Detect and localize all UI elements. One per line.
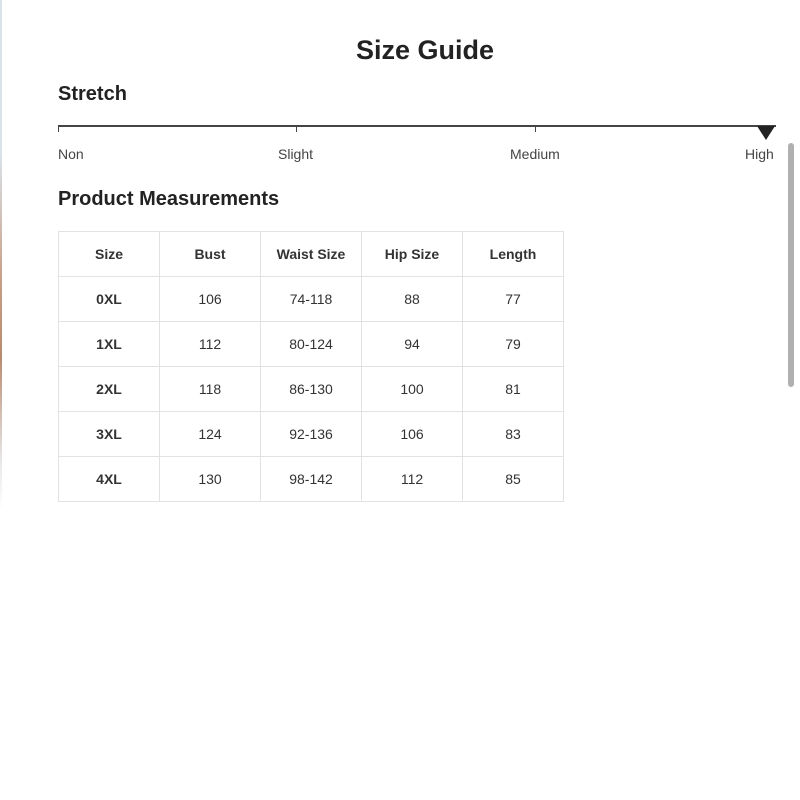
scale-label-medium: Medium (510, 146, 560, 162)
table-row (59, 412, 564, 457)
waist-cell: 86-130 (261, 367, 362, 412)
size-cell: 2XL (59, 367, 160, 412)
hip-cell: 88 (362, 277, 463, 322)
scale-label-high: High (745, 146, 774, 162)
hip-cell: 112 (362, 457, 463, 502)
scale-label-non: Non (58, 146, 84, 162)
bust-cell: 130 (160, 457, 261, 502)
table-row (59, 367, 564, 412)
waist-cell: 92-136 (261, 412, 362, 457)
column-header: Hip Size (362, 232, 463, 277)
page-title: Size Guide (355, 35, 495, 65)
size-cell: 0XL (59, 277, 160, 322)
measurements-heading: Product Measurements (58, 188, 280, 210)
background-edge (0, 0, 2, 510)
bust-cell: 106 (160, 277, 261, 322)
size-cell: 1XL (59, 322, 160, 367)
stretch-scale (58, 125, 776, 165)
hip-cell: 94 (362, 322, 463, 367)
scale-tick-slight (296, 125, 297, 132)
column-header: Length (463, 232, 564, 277)
stretch-heading: Stretch (58, 83, 127, 105)
table-header-row (59, 232, 564, 277)
length-cell: 83 (463, 412, 564, 457)
scale-label-slight: Slight (278, 146, 314, 162)
column-header: Size (59, 232, 160, 277)
column-header: Bust (160, 232, 261, 277)
stretch-scale-line (58, 125, 776, 127)
hip-cell: 106 (362, 412, 463, 457)
scale-tick-medium (535, 125, 536, 132)
table-row (59, 457, 564, 502)
length-cell: 85 (463, 457, 564, 502)
size-cell: 4XL (59, 457, 160, 502)
length-cell: 77 (463, 277, 564, 322)
table-row (59, 277, 564, 322)
waist-cell: 98-142 (261, 457, 362, 502)
size-cell: 3XL (59, 412, 160, 457)
column-header: Waist Size (261, 232, 362, 277)
vertical-scrollbar[interactable] (788, 143, 794, 387)
scale-tick-non (58, 125, 59, 132)
table-row (59, 322, 564, 367)
hip-cell: 100 (362, 367, 463, 412)
bust-cell: 112 (160, 322, 261, 367)
waist-cell: 74-118 (261, 277, 362, 322)
bust-cell: 118 (160, 367, 261, 412)
waist-cell: 80-124 (261, 322, 362, 367)
measurements-table (58, 231, 564, 502)
stretch-marker-triangle-icon (757, 126, 775, 140)
length-cell: 81 (463, 367, 564, 412)
length-cell: 79 (463, 322, 564, 367)
bust-cell: 124 (160, 412, 261, 457)
